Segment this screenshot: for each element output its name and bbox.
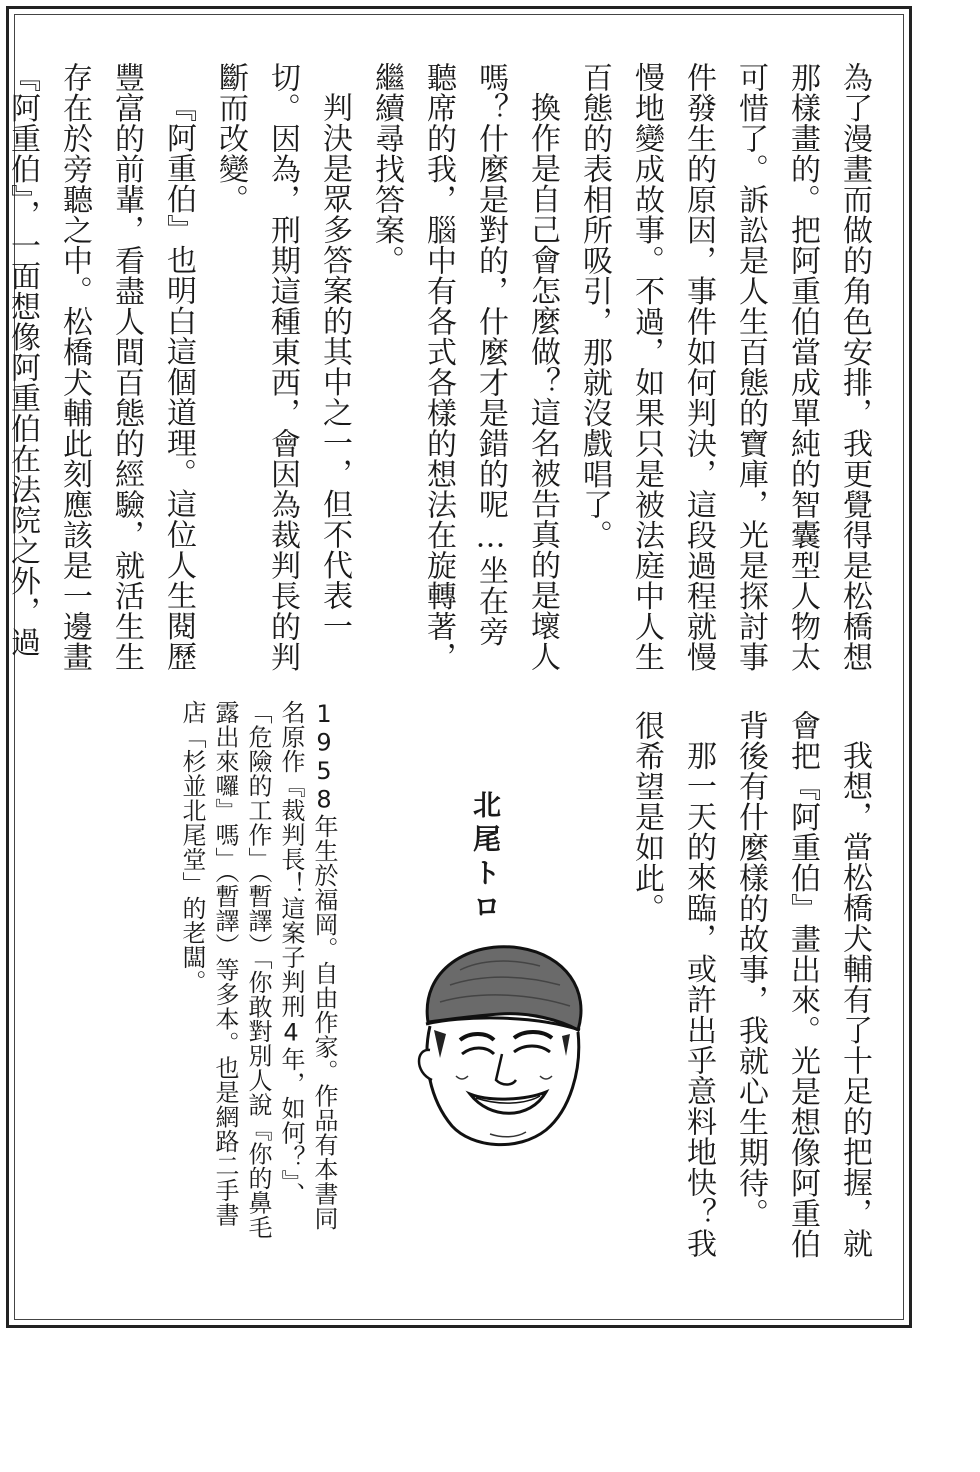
author-bio <box>140 700 340 1240</box>
essay-paragraph: 為了漫畫而做的角色安排，我更覺得是松橋想那樣畫的。把阿重伯當成單純的智囊型人物太可惜了。訴訟是人生百態的寶庫，光是探討事件發生的原因，事件如何判決，這段過程就慢慢地變成故事。不過，如果只是被法庭中人生百態的表相所吸引，那就沒戲唱了。 <box>577 62 872 672</box>
essay-body <box>5 62 880 672</box>
closing-paragraph: 我想，當松橋犬輔有了十足的把握，就會把『阿重伯』畫出來。光是想像阿重伯背後有什麼樣的故事，我就心生期待。 <box>733 710 872 1259</box>
essay-paragraph: 『阿重伯』也明白這個道理。這位人生閱歷豐富的前輩，看盡人間百態的經驗，就活生生存在於旁聽之中。松橋犬輔此刻應該是一邊畫『阿重伯』，一面想像阿重伯在法院之外，過 <box>5 62 196 672</box>
essay-paragraph: 換作是自己會怎麼做？這名被告真的是壞人嗎？什麼是對的，什麼才是錯的呢…坐在旁聽席的我，腦中有各式各樣的想法在旋轉著，繼續尋找答案。 <box>369 62 560 672</box>
essay-closing <box>629 710 880 1270</box>
author-name: 北尾トロ <box>469 790 502 926</box>
closing-paragraph: 那一天的來臨，或許出乎意料地快？我很希望是如此。 <box>629 710 716 1259</box>
author-portrait-illustration <box>390 930 600 1160</box>
essay-paragraph: 判決是眾多答案的其中之一，但不代表一切。因為，刑期這種東西，會因為裁判長的判斷而改變。 <box>213 62 352 672</box>
author-bio-text: 1958年生於福岡。自由作家。作品有本書同名原作『裁判長！這案子判刑4年，如何？』、「危險的工作」（暫譯）「你敢對別人說『你的鼻毛露出來囉』嗎」（暫譯）等多本。也是網路二手書店「杉並北尾堂」的老闆。 <box>178 700 338 1240</box>
